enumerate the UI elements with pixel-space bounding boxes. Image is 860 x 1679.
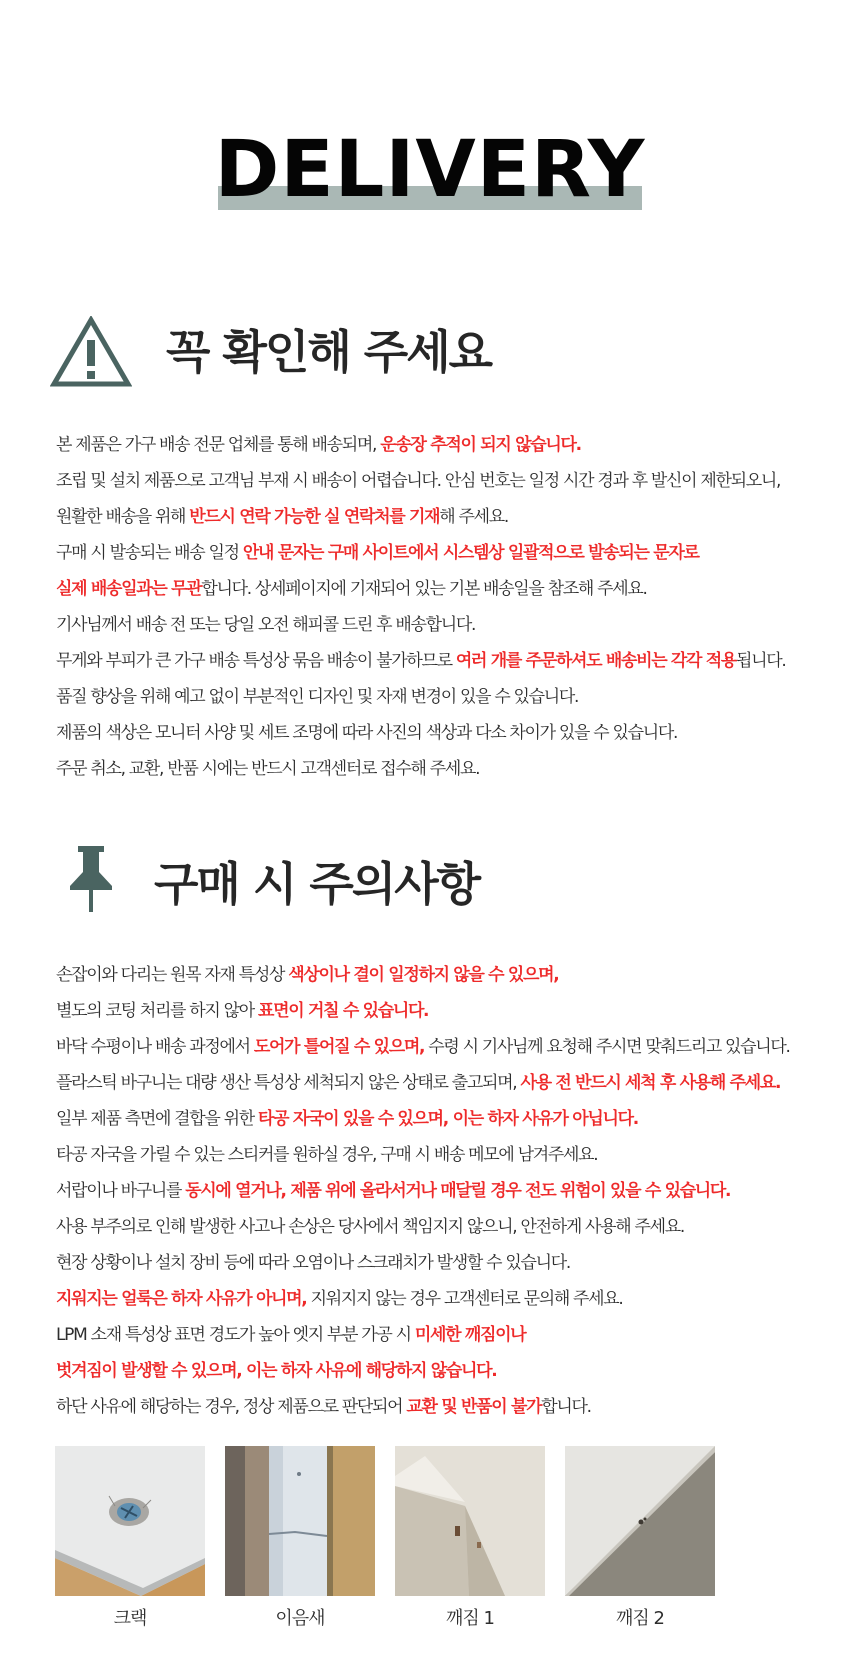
- note-line: [56, 1317, 846, 1353]
- note-line: [56, 1245, 846, 1281]
- note-line: [56, 1209, 846, 1245]
- note-text: 서랍이나 바구니를: [56, 1181, 186, 1201]
- highlight-text: 도어가 틀어질 수 있으며,: [253, 1037, 425, 1057]
- note-line: [56, 1353, 846, 1389]
- note-text: 됩니다.: [736, 651, 786, 671]
- note-line: [56, 463, 846, 499]
- crack-image: [55, 1446, 205, 1596]
- note-line: [56, 1029, 846, 1065]
- note-line: [56, 957, 846, 993]
- highlight-text: 동시에 열거나, 제품 위에 올라서거나 매달릴 경우 전도 위험이 있을 수 있습니다.: [185, 1181, 731, 1201]
- note-text: 해 주세요.: [439, 507, 508, 527]
- note-text: 타공 자국을 가릴 수 있는 스티커를 원하실 경우, 구매 시 배송 메모에 남겨주세요.: [56, 1145, 598, 1165]
- note-text: 지워지지 않는 경우 고객센터로 문의해 주세요.: [306, 1289, 623, 1309]
- note-text: 원활한 배송을 위해: [56, 507, 190, 527]
- photo-crack: [55, 1446, 205, 1630]
- chip-1-image: [395, 1446, 545, 1596]
- seam-image: [225, 1446, 375, 1596]
- pushpin-icon: [64, 844, 118, 918]
- note-text: 사용 부주의로 인해 발생한 사고나 손상은 당사에서 책임지지 않으니, 안전하게 사용해 주세요.: [56, 1217, 684, 1237]
- section-caution-title: 구매 시 주의사항: [154, 857, 480, 911]
- check-notes-list: [56, 427, 846, 787]
- chip-2-image: [565, 1446, 715, 1596]
- note-line: [56, 535, 846, 571]
- section-check-header: [50, 316, 810, 396]
- highlight-text: 타공 자국이 있을 수 있으며, 이는 하자 사유가 아닙니다.: [257, 1109, 638, 1129]
- note-line: [56, 1101, 846, 1137]
- note-line: [56, 751, 846, 787]
- note-text: 품질 향상을 위해 예고 없이 부분적인 디자인 및 자재 변경이 있을 수 있습니다.: [56, 687, 579, 707]
- highlight-text: 지워지는 얼룩은 하자 사유가 아니며,: [56, 1289, 307, 1309]
- highlight-text: 벗겨짐이 발생할 수 있으며, 이는 하자 사유에 해당하지 않습니다.: [56, 1361, 497, 1381]
- photo-caption: 깨짐 1: [446, 1608, 494, 1629]
- note-line: [56, 1389, 846, 1425]
- note-text: 바닥 수평이나 배송 과정에서: [56, 1037, 254, 1057]
- note-text: 일부 제품 측면에 결합을 위한: [56, 1109, 258, 1129]
- warning-triangle-icon: [50, 316, 132, 392]
- photo-caption: 깨짐 2: [616, 1608, 664, 1629]
- photo-chip-1: [395, 1446, 545, 1630]
- note-text: 하단 사유에 해당하는 경우, 정상 제품으로 판단되어: [56, 1397, 407, 1417]
- note-text: 플라스틱 바구니는 대량 생산 특성상 세척되지 않은 상태로 출고되며,: [56, 1073, 521, 1093]
- highlight-text: 사용 전 반드시 세척 후 사용해 주세요.: [520, 1073, 781, 1093]
- highlight-text: 운송장 추적이 되지 않습니다.: [380, 435, 581, 455]
- note-text: 합니다.: [541, 1397, 591, 1417]
- photo-seam: [225, 1446, 375, 1630]
- highlight-text: 여러 개를 주문하셔도 배송비는 각각 적용: [455, 651, 737, 671]
- section-caution-header: [50, 846, 810, 926]
- photo-caption: 이음새: [275, 1608, 325, 1629]
- note-line: [56, 1065, 846, 1101]
- note-line: [56, 1281, 846, 1317]
- highlight-text: 안내 문자는 구매 사이트에서 시스템상 일괄적으로 발송되는 문자로: [242, 543, 699, 563]
- highlight-text: 표면이 거칠 수 있습니다.: [257, 1001, 429, 1021]
- note-text: 본 제품은 가구 배송 전문 업체를 통해 배송되며,: [56, 435, 381, 455]
- highlight-text: 미세한 깨짐이나: [414, 1325, 526, 1345]
- note-line: [56, 571, 846, 607]
- note-text: 주문 취소, 교환, 반품 시에는 반드시 고객센터로 접수해 주세요.: [56, 759, 480, 779]
- note-line: [56, 993, 846, 1029]
- note-line: [56, 499, 846, 535]
- note-text: 별도의 코팅 처리를 하지 않아: [56, 1001, 258, 1021]
- note-text: 합니다. 상세페이지에 기재되어 있는 기본 배송일을 참조해 주세요.: [201, 579, 647, 599]
- note-text: 조립 및 설치 제품으로 고객님 부재 시 배송이 어렵습니다. 안심 번호는 일정 시간 경과 후 발신이 제한되오니,: [56, 471, 781, 491]
- section-check-title: 꼭 확인해 주세요: [166, 325, 492, 379]
- note-line: [56, 715, 846, 751]
- delivery-header: [0, 120, 860, 220]
- caution-notes-list: [56, 957, 846, 1425]
- note-text: 구매 시 발송되는 배송 일정: [56, 543, 243, 563]
- page-title: DELIVERY: [214, 125, 646, 215]
- note-line: [56, 1173, 846, 1209]
- note-line: [56, 643, 846, 679]
- defect-photo-grid: [55, 1446, 735, 1646]
- photo-caption: 크랙: [113, 1608, 147, 1629]
- highlight-text: 실제 배송일과는 무관: [56, 579, 202, 599]
- note-text: 현장 상황이나 설치 장비 등에 따라 오염이나 스크래치가 발생할 수 있습니다.: [56, 1253, 570, 1273]
- note-line: [56, 607, 846, 643]
- highlight-text: 반드시 연락 가능한 실 연락처를 기재: [189, 507, 440, 527]
- note-text: LPM 소재 특성상 표면 경도가 높아 엣지 부분 가공 시: [56, 1325, 415, 1345]
- note-text: 수령 시 기사님께 요청해 주시면 맞춰드리고 있습니다.: [424, 1037, 790, 1057]
- highlight-text: 색상이나 결이 일정하지 않을 수 있으며,: [288, 965, 559, 985]
- note-line: [56, 679, 846, 715]
- note-text: 무게와 부피가 큰 가구 배송 특성상 묶음 배송이 불가하므로: [56, 651, 456, 671]
- note-text: 손잡이와 다리는 원목 자재 특성상: [56, 965, 289, 985]
- highlight-text: 교환 및 반품이 불가: [406, 1397, 542, 1417]
- note-line: [56, 427, 846, 463]
- photo-chip-2: [565, 1446, 715, 1630]
- note-text: 제품의 색상은 모니터 사양 및 세트 조명에 따라 사진의 색상과 다소 차이가 있을 수 있습니다.: [56, 723, 678, 743]
- note-text: 기사님께서 배송 전 또는 당일 오전 해피콜 드린 후 배송합니다.: [56, 615, 476, 635]
- note-line: [56, 1137, 846, 1173]
